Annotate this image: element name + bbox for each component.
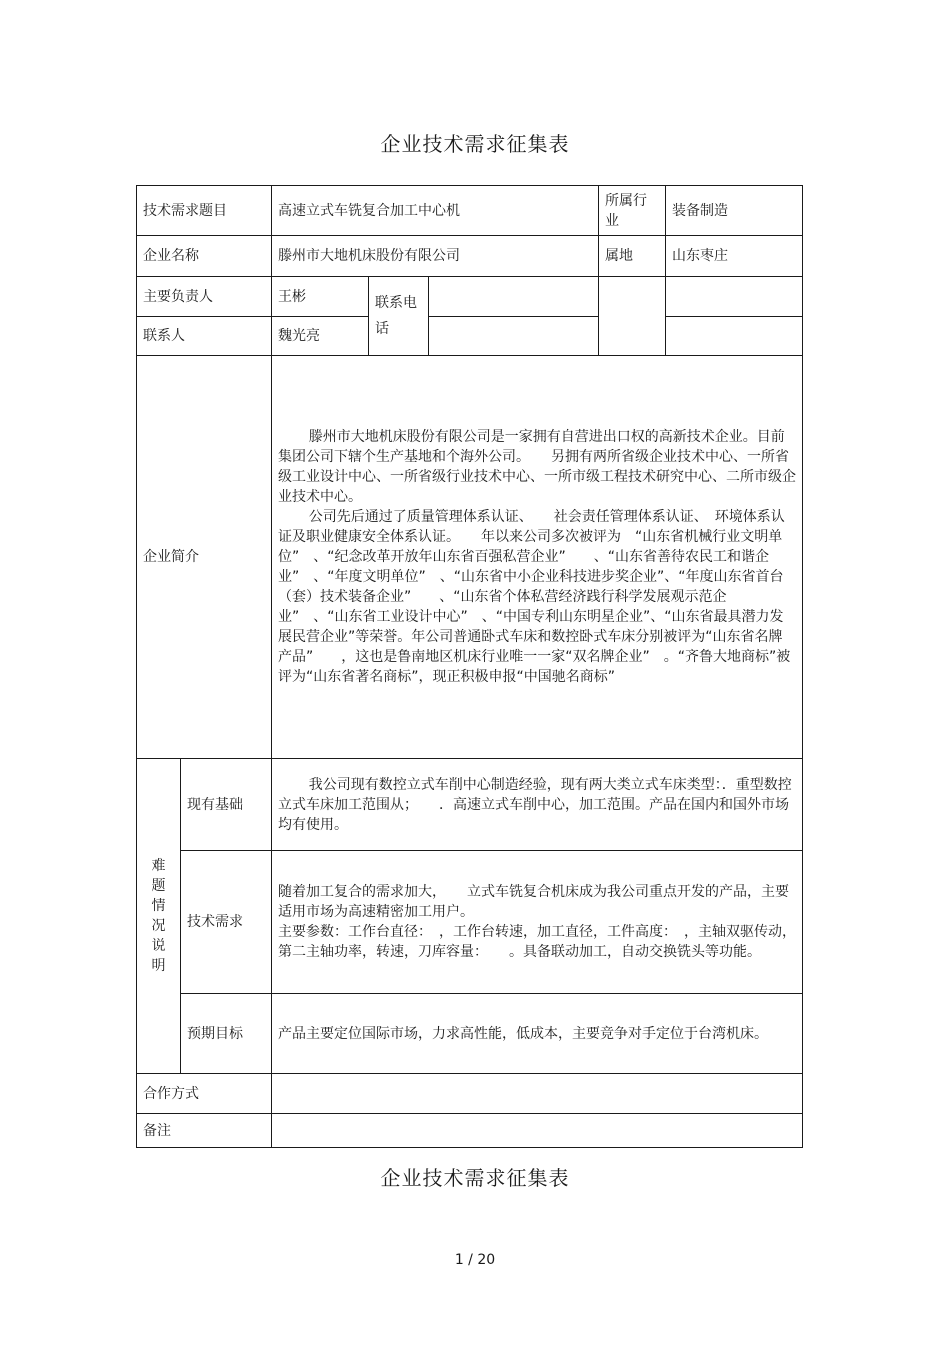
coop-value [272,1074,803,1114]
contact-phone-value [429,317,599,356]
head-label: 主要负责人 [137,277,272,317]
industry-value: 装备制造 [666,186,803,236]
page-title: 企业技术需求征集表 [380,132,570,156]
remark-value [272,1114,803,1148]
basis-label: 现有基础 [181,759,272,851]
demand-form-table [136,185,803,1148]
blank-cell [599,277,666,356]
page-title-repeat: 企业技术需求征集表 [380,1166,570,1190]
coop-label: 合作方式 [137,1074,272,1114]
contact-value: 魏光亮 [272,317,369,356]
location-value: 山东枣庄 [666,236,803,277]
need-label: 技术需求 [181,851,272,994]
basis-text: 我公司现有数控立式车削中心制造经验，现有两大类立式车床类型：．重型数控立式车床加工范围从； ．高速立式车削中心，加工范围。产品在国内和国外市场均有使用。 [272,759,803,851]
page-indicator: 1 / 20 [454,1252,496,1268]
contact-label: 联系人 [137,317,272,356]
phone-label: 联系电话 [369,277,429,356]
location-label: 属地 [599,236,666,277]
profile-label: 企业简介 [137,356,272,759]
profile-paragraph: 公司先后通过了质量管理体系认证、 社会责任管理体系认证、 环境体系认证及职业健康安全体系认证。 年以来公司多次被评为 “山东省机械行业文明单位” 、“纪念改革开放年山东省百强私营企业” 、“山东省善待农民工和谐企业” 、“年度文明单位” 、“山东省中小企业科技进步奖企业”、“年度山东省首台（套）技术装备企业” 、“山东省个体私营经济践行科学发展观示范企业” 、“山东省工业设计中心” 、“中国专利山东明星企业”、“山东省最具潜力发展民营企业”等荣誉。年公司普通卧式车床和数控卧式车床分别被评为“山东省名牌产品” ，这也是鲁南地区机床行业唯一一家“双名牌企业” 。“齐鲁大地商标”被评为“山东省著名商标”，现正积极申报“中国驰名商标” [278,509,791,685]
goal-text: 产品主要定位国际市场，力求高性能，低成本，主要竞争对手定位于台湾机床。 [272,994,803,1074]
head-extra-value [666,277,803,317]
topic-value: 高速立式车铣复合加工中心机 [272,186,599,236]
profile-text [272,356,803,759]
need-text: 随着加工复合的需求加大， 立式车铣复合机床成为我公司重点开发的产品，主要适用市场为高速精密加工用户。 主要参数：工作台直径： ，工作台转速，加工直径，工件高度： ，主轴双驱传动，第二主轴功率，转速，刀库容量： 。具备联动加工，自动交换铣头等功能。 [272,851,803,994]
remark-label: 备注 [137,1114,272,1148]
contact-extra-value [666,317,803,356]
company-label: 企业名称 [137,236,272,277]
topic-label: 技术需求题目 [137,186,272,236]
goal-label: 预期目标 [181,994,272,1074]
profile-paragraph: 滕州市大地机床股份有限公司是一家拥有自营进出口权的高新技术企业。目前集团公司下辖个生产基地和个海外公司。 另拥有两所省级企业技术中心、一所省级工业设计中心、一所省级行业技术中心、一所市级工程技术研究中心、二所市级企业技术中心。 [278,429,796,505]
head-phone-value [429,277,599,317]
industry-label: 所属行业 [599,186,666,236]
head-value: 王彬 [272,277,369,317]
company-value: 滕州市大地机床股份有限公司 [272,236,599,277]
difficulty-label: 难 题 情 况 说 明 [137,759,181,1074]
